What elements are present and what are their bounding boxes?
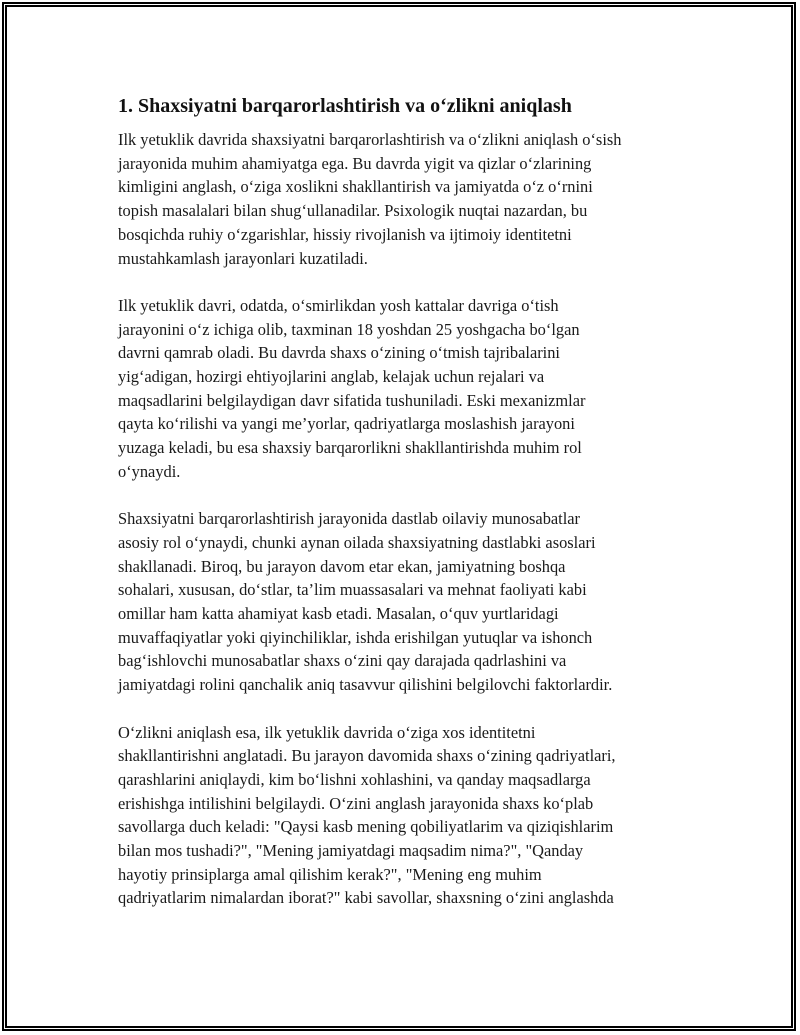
paragraph-3: Shaxsiyatni barqarorlashtirish jarayonida dastlab oilaviy munosabatlar asosiy rol o‘ynaydi, chunki aynan oilada shaxsiyatning dastlabki asoslari shakllanadi. Biroq, bu jarayon davom etar ekan, jamiyatning boshqa sohalari, xususan, do‘stlar, ta’lim muassasalari va mehnat faoliyati kabi omillar ham katta ahamiyat kasb etadi. Masalan, o‘quv yurtlaridagi muvaffaqiyatlar yoki qiyinchiliklar, ishda erishilgan yutuqlar va ishonch bag‘ishlovchi munosabatlar shaxs o‘zini qay darajada qadrlashini va jamiyatdagi rolini qanchalik aniq tasavvur qilishini belgilovchi faktorlardir. — [118, 509, 613, 695]
paragraph-4: O‘zlikni aniqlash esa, ilk yetuklik davrida o‘ziga xos identitetni shakllantirishni anglatadi. Bu jarayon davomida shaxs o‘zining qadriyatlari, qarashlarini aniqlaydi, kim bo‘lishni xohlashini, va qanday maqsadlarga erishishga intilishini belgilaydi. O‘zini anglash jarayonida shaxs ko‘plab savollarga duch keladi: "Qaysi kasb mening qobiliyatlarim va qiziqishlarim bilan mos tushadi?", "Mening jamiyatdagi maqsadim nima?", "Qanday hayotiy prinsiplarga amal qilishim kerak?", "Mening eng muhim qadriyatlarim nimalardan iborat?" kabi savollar, shaxsning o‘zini anglashda — [118, 722, 616, 908]
document-body — [118, 92, 688, 934]
paragraph-2: Ilk yetuklik davri, odatda, o‘smirlikdan yosh kattalar davriga o‘tish jarayonini o‘z ichiga olib, taxminan 18 yoshdan 25 yoshgacha bo‘lgan davrni qamrab oladi. Bu davrda shaxs o‘zining o‘tmish tajribalarini yig‘adigan, hozirgi ehtiyojlarini anglab, kelajak uchun rejalari va maqsadlarini belgilaydigan davr sifatida tushuniladi. Eski mexanizmlar qayta ko‘rilishi va yangi me’yorlar, qadriyatlarga moslashish jarayoni yuzaga keladi, bu esa shaxsiy barqarorlikni shakllantirishda muhim rol o‘ynaydi. — [118, 295, 586, 481]
paragraph-1: Ilk yetuklik davrida shaxsiyatni barqarorlashtirish va o‘zlikni aniqlash o‘sish jarayonida muhim ahamiyatga ega. Bu davrda yigit va qizlar o‘zlarining kimligini anglash, o‘ziga xoslikni shakllantirish va jamiyatda o‘z o‘rnini topish masalalari bilan shug‘ullanadilar. Psixologik nuqtai nazardan, bu bosqichda ruhiy o‘zgarishlar, hissiy rivojlanish va ijtimoiy identitetni mustahkamlash jarayonlari kuzatiladi. — [118, 130, 622, 268]
section-heading: 1. Shaxsiyatni barqarorlashtirish va o‘zlikni aniqlash — [118, 95, 572, 117]
